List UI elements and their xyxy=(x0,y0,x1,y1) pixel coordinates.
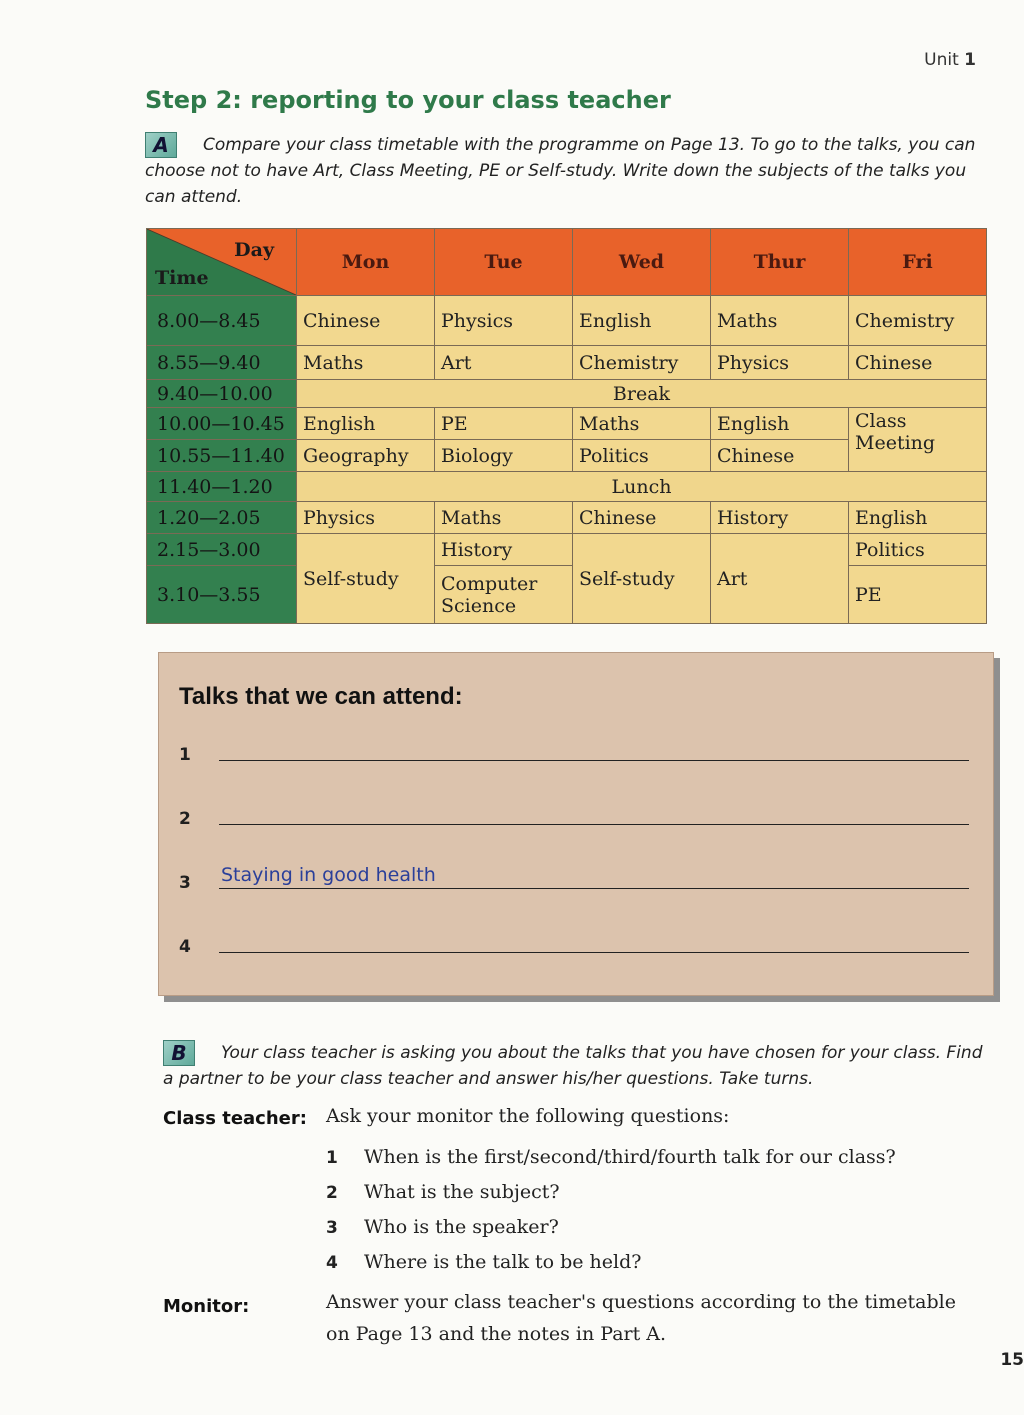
lesson-cell: Maths xyxy=(573,408,711,440)
class-timetable xyxy=(146,228,987,624)
lesson-cell: Art xyxy=(435,346,573,380)
question-item xyxy=(326,1216,559,1238)
lesson-cell: Politics xyxy=(849,534,987,566)
timetable-row xyxy=(147,408,987,440)
corner-day-label: Day xyxy=(234,239,274,261)
talk-answer-field[interactable] xyxy=(219,796,969,825)
lesson-cell: Chinese xyxy=(297,296,435,346)
talk-number: 1 xyxy=(179,745,191,765)
lunch-cell: Lunch xyxy=(297,472,987,502)
timetable-row xyxy=(147,502,987,534)
teacher-role-text: Ask your monitor the following questions: xyxy=(326,1105,730,1127)
monitor-role-text: Answer your class teacher's questions according to the timetable on Page 13 and the notes in Part A. xyxy=(326,1291,956,1345)
break-cell: Break xyxy=(297,380,987,408)
lesson-cell: Chinese xyxy=(849,346,987,380)
day-header-fri: Fri xyxy=(849,229,987,296)
lesson-cell: Geography xyxy=(297,440,435,472)
talk-number: 2 xyxy=(179,809,191,829)
time-cell: 10.55—11.40 xyxy=(147,440,297,472)
talk-answer-field[interactable] xyxy=(219,924,969,953)
talk-answer-field[interactable] xyxy=(219,860,969,889)
timetable-row xyxy=(147,566,987,624)
question-number: 1 xyxy=(326,1148,338,1168)
lesson-cell: Politics xyxy=(573,440,711,472)
day-header-mon: Mon xyxy=(297,229,435,296)
talk-item xyxy=(179,863,969,893)
page-number: 15 xyxy=(1000,1350,1024,1370)
time-cell: 10.00—10.45 xyxy=(147,408,297,440)
talk-answer-text: Staying in good health xyxy=(221,864,436,886)
art-cell-thur: Art xyxy=(711,534,849,624)
self-study-cell-wed: Self-study xyxy=(573,534,711,624)
lesson-cell: English xyxy=(573,296,711,346)
step-title: Step 2: reporting to your class teacher xyxy=(145,86,671,114)
lesson-cell: Chemistry xyxy=(849,296,987,346)
timetable-row xyxy=(147,472,987,502)
question-item xyxy=(326,1251,641,1273)
talk-item xyxy=(179,799,969,829)
lesson-cell: English xyxy=(711,408,849,440)
lesson-cell: Maths xyxy=(435,502,573,534)
talk-number: 3 xyxy=(179,873,191,893)
teacher-role-label: Class teacher: xyxy=(163,1108,307,1129)
part-a-badge: A xyxy=(145,132,177,158)
time-cell: 3.10—3.55 xyxy=(147,566,297,624)
timetable-corner xyxy=(147,229,297,296)
unit-word: Unit xyxy=(924,50,959,70)
self-study-cell-mon: Self-study xyxy=(297,534,435,624)
timetable-row xyxy=(147,380,987,408)
question-number: 2 xyxy=(326,1183,338,1203)
lesson-cell: Maths xyxy=(711,296,849,346)
time-cell: 8.55—9.40 xyxy=(147,346,297,380)
lesson-cell: Chemistry xyxy=(573,346,711,380)
question-text: Where is the talk to be held? xyxy=(364,1251,642,1273)
lesson-cell: Physics xyxy=(435,296,573,346)
day-header-thur: Thur xyxy=(711,229,849,296)
talk-item xyxy=(179,927,969,957)
time-cell: 11.40—1.20 xyxy=(147,472,297,502)
timetable-row xyxy=(147,346,987,380)
time-cell: 2.15—3.00 xyxy=(147,534,297,566)
timetable-row xyxy=(147,534,987,566)
part-a-instruction-block xyxy=(145,132,995,210)
time-cell: 8.00—8.45 xyxy=(147,296,297,346)
question-number: 4 xyxy=(326,1253,338,1273)
day-header-wed: Wed xyxy=(573,229,711,296)
lesson-cell: Chinese xyxy=(573,502,711,534)
lesson-cell: English xyxy=(297,408,435,440)
lesson-cell: Physics xyxy=(297,502,435,534)
question-number: 3 xyxy=(326,1218,338,1238)
talk-answer-field[interactable] xyxy=(219,732,969,761)
lesson-cell: Physics xyxy=(711,346,849,380)
class-meeting-cell: Class Meeting xyxy=(849,408,987,472)
corner-time-label: Time xyxy=(155,267,209,289)
part-b-instruction-block xyxy=(163,1040,993,1092)
talk-item xyxy=(179,735,969,765)
lesson-cell: Computer Science xyxy=(435,566,573,624)
question-item xyxy=(326,1146,896,1168)
unit-number: 1 xyxy=(964,50,976,70)
lesson-cell: Maths xyxy=(297,346,435,380)
timetable-row xyxy=(147,296,987,346)
lesson-cell: Biology xyxy=(435,440,573,472)
lesson-cell: History xyxy=(435,534,573,566)
lesson-cell: PE xyxy=(849,566,987,624)
question-item xyxy=(326,1181,560,1203)
question-text: What is the subject? xyxy=(364,1181,560,1203)
unit-label xyxy=(924,50,976,70)
question-text: Who is the speaker? xyxy=(364,1216,559,1238)
day-header-tue: Tue xyxy=(435,229,573,296)
lesson-cell: Chinese xyxy=(711,440,849,472)
monitor-role-label: Monitor: xyxy=(163,1296,250,1317)
part-b-instruction: Your class teacher is asking you about the talks that you have chosen for your class. Find a partner to be your class teacher and answer his/her questions. Take turns. xyxy=(163,1043,983,1089)
time-cell: 1.20—2.05 xyxy=(147,502,297,534)
part-b-badge: B xyxy=(163,1040,195,1066)
part-a-instruction: Compare your class timetable with the programme on Page 13. To go to the talks, you can choose not to have Art, Class Meeting, PE or Self-study. Write down the subjects of the talks you can attend. xyxy=(145,135,976,207)
question-text: When is the first/second/third/fourth talk for our class? xyxy=(364,1146,896,1168)
talk-number: 4 xyxy=(179,937,191,957)
timetable-header-row xyxy=(147,229,987,296)
lesson-cell: PE xyxy=(435,408,573,440)
talks-box xyxy=(158,652,994,996)
talks-title: Talks that we can attend: xyxy=(179,683,463,710)
lesson-cell: English xyxy=(849,502,987,534)
lesson-cell: History xyxy=(711,502,849,534)
time-cell: 9.40—10.00 xyxy=(147,380,297,408)
